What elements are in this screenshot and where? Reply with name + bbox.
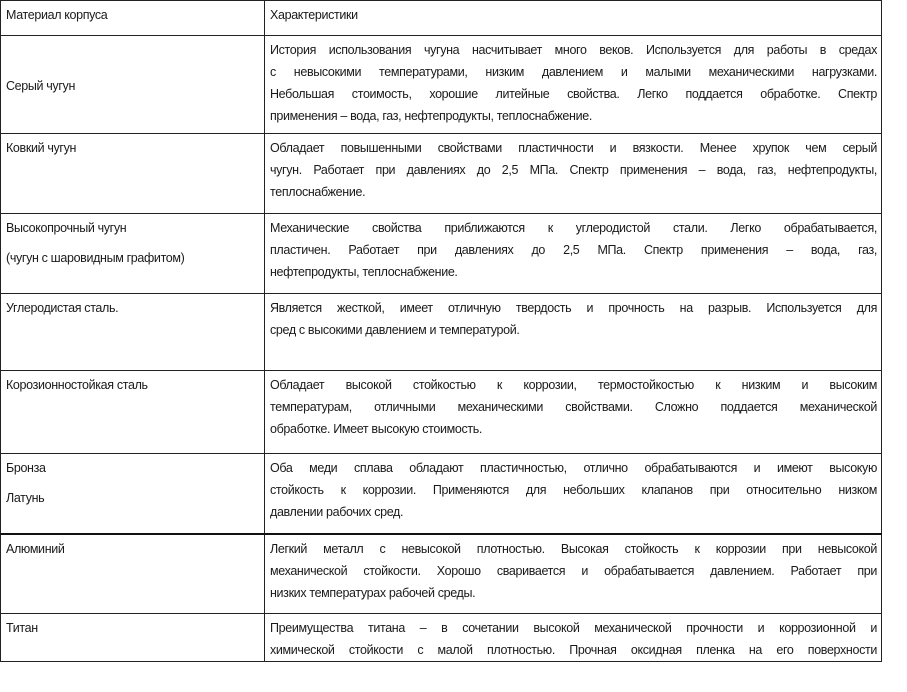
table-row [1,454,882,534]
table-row [1,614,882,662]
material-name: Латунь [6,491,45,505]
text-line: Легкий металл с невысокой плотностью. Высокая стойкость к коррозии при невысокой [270,541,877,556]
material-name: Алюминий [6,541,65,556]
material-name: (чугун с шаровидным графитом) [6,251,185,265]
table-row [1,134,882,214]
text-line: пластичен. Работает при давлениях до 2,5 МПа. Спектр применения – вода, газ, [270,243,877,257]
spacer [6,479,260,487]
material-cell [1,294,265,371]
text-line: давлении рабочих сред. [270,505,404,519]
characteristics-cell [265,454,882,534]
text-line: Небольшая стоимость, хорошие литейные свойства. Легко поддается обработке. Спектр [270,87,877,101]
characteristics-cell [265,371,882,454]
text-line: нефтепродукты, теплоснабжение. [270,265,458,279]
characteristics-cell [265,534,882,614]
characteristics-cell [265,294,882,371]
text-line: История использования чугуна насчитывает много веков. Используется для работы в средах [270,43,877,57]
material-name: Корозионностойкая сталь [6,378,148,392]
text-line: Является жесткой, имеет отличную твердость и прочность на разрыв. Используется для [270,301,877,315]
table-row [1,214,882,294]
text-line: Обладает высокой стойкостью к коррозии, термостойкостью к низким и высоким [270,378,877,392]
characteristics-cell [265,36,882,134]
spacer [6,239,260,247]
text-line: низких температурах рабочей среды. [270,585,476,600]
material-cell [1,371,265,454]
text-line: Преимущества титана – в сочетании высокой механической прочности и коррозионной и [270,621,877,635]
text-line: сред с высокими давлением и температурой. [270,323,520,337]
text-line: механической стойкости. Хорошо сваривается и обрабатывается давлением. Работает при [270,563,877,578]
table-row [1,371,882,454]
material-name: Серый чугун [6,79,75,93]
text-line: Обладает повышенными свойствами пластичности и вязкости. Менее хрупок чем серый [270,141,877,155]
text-line: с невысокими температурами, низким давлением и малыми механическими нагрузками. [270,65,877,79]
text-line: обработке. Имеет высокую стоимость. [270,422,483,436]
text-line: применения – вода, газ, нефтепродукты, теплоснабжение. [270,109,592,123]
text-line: чугун. Работает при давлениях до 2,5 МПа. Спектр применения – вода, газ, нефтепродукты, [270,163,877,177]
text-line: Оба меди сплава обладают пластичностью, отлично обрабатываются и имеют высокую [270,461,877,475]
text-line: температурам, отличными механическими свойствами. Сложно поддается механической [270,400,877,414]
characteristics-cell [265,214,882,294]
material-cell [1,214,265,294]
material-name: Углеродистая сталь. [6,301,119,315]
material-cell [1,36,265,134]
material-name: Высокопрочный чугун [6,221,127,235]
text-line: химической стойкости с малой плотностью. Прочная оксидная пленка на его поверхности [270,643,877,657]
material-name: Титан [6,621,38,635]
header-characteristics: Характеристики [265,1,882,36]
material-name: Ковкий чугун [6,141,77,155]
header-material: Материал корпуса [1,1,265,36]
material-cell [1,614,265,662]
characteristics-cell [265,134,882,214]
table-row [1,534,882,614]
table-row [1,294,882,371]
text-line: теплоснабжение. [270,185,366,199]
header-row [1,1,882,36]
material-cell [1,134,265,214]
material-cell [1,454,265,534]
table-row [1,36,882,134]
material-name: Бронза [6,461,46,475]
text-line: Механические свойства приближаются к углеродистой стали. Легко обрабатывается, [270,221,877,235]
text-line: стойкость к коррозии. Применяются для небольших клапанов при относительно низком [270,483,877,497]
material-cell [1,534,265,614]
characteristics-cell [265,614,882,662]
